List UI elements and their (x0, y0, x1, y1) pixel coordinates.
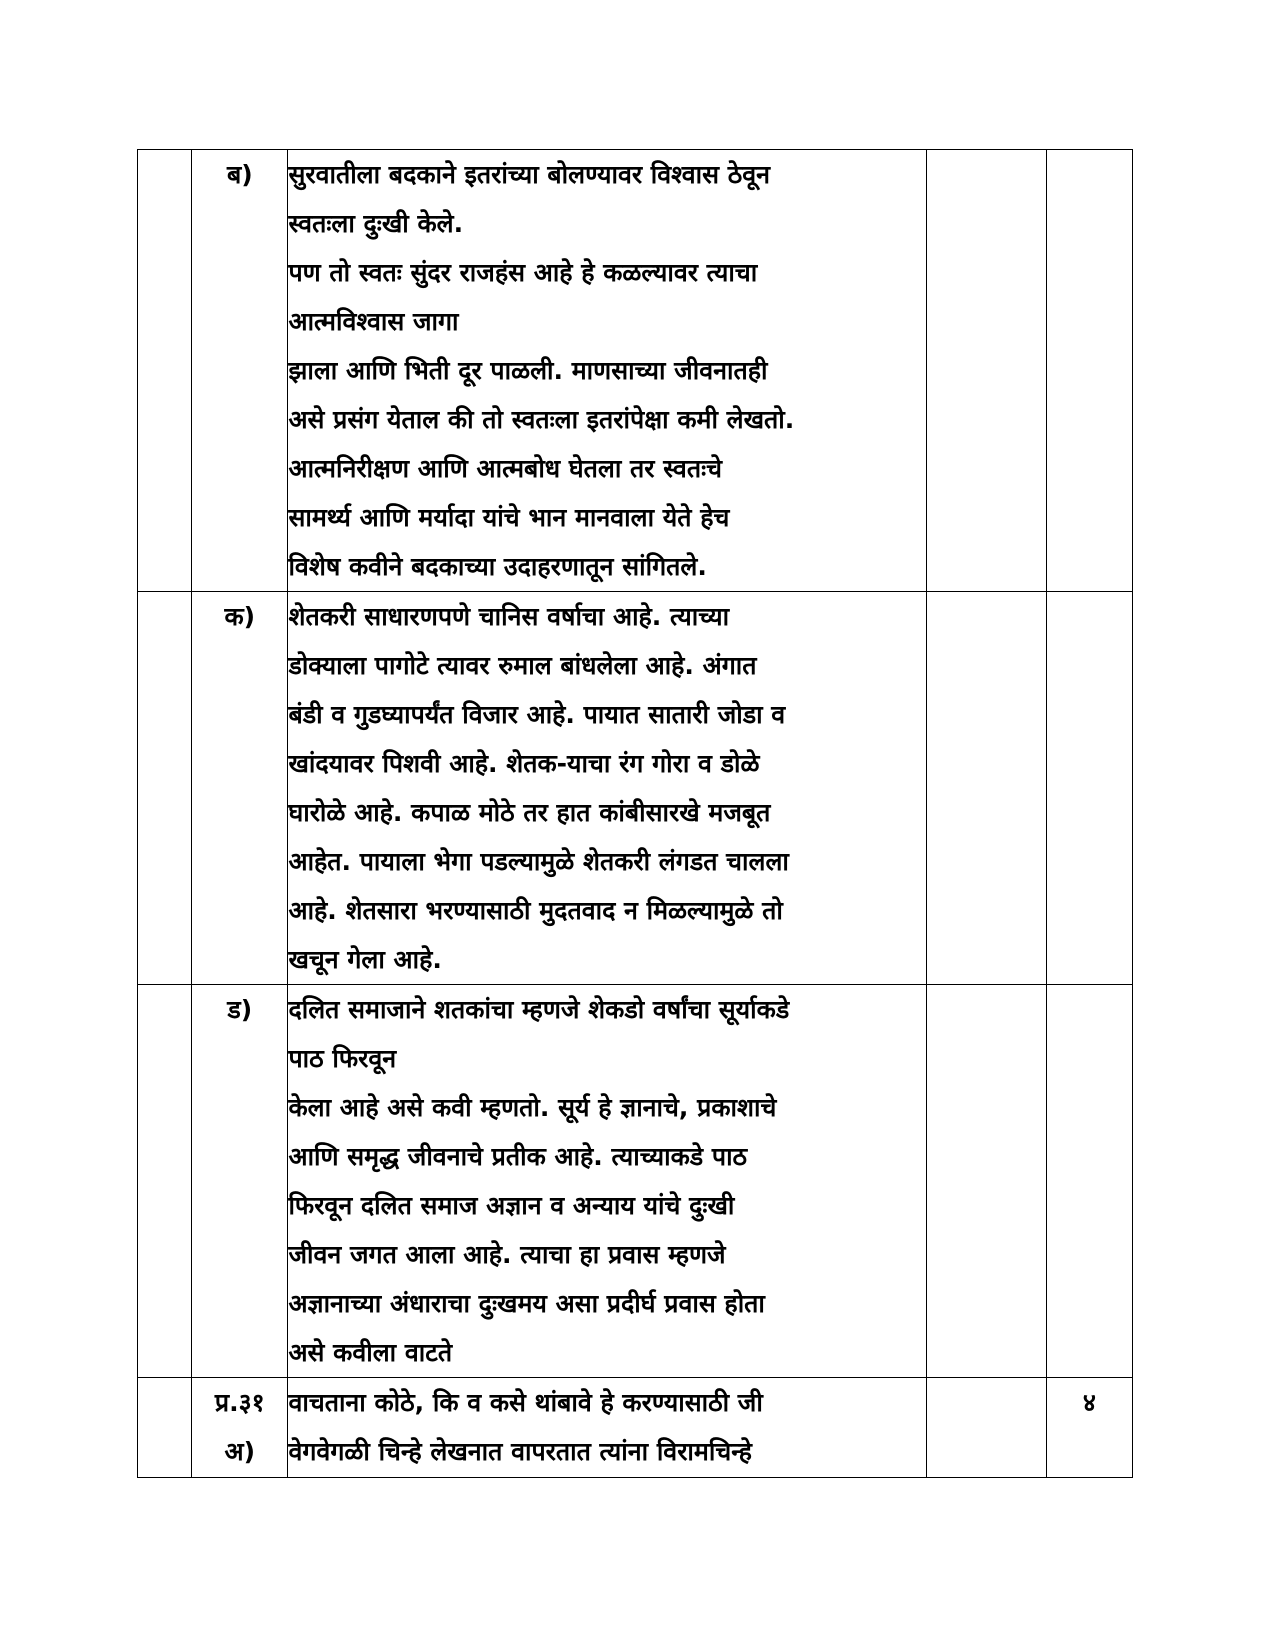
question-number: प्र.३१ (214, 1388, 265, 1417)
answer-line: आहेत. पायाला भेगा पडल्यामुळे शेतकरी लंगडत चालला (288, 847, 789, 876)
answer-text (288, 592, 927, 985)
marks-cell (1046, 985, 1132, 1378)
blank-cell (927, 592, 1046, 985)
marks-cell (1046, 150, 1132, 592)
answer-line: दलित समाजाने शतकांचा म्हणजे शेकडो वर्षांचा सूर्याकडे (288, 995, 790, 1024)
answer-text (288, 1378, 927, 1478)
marks-cell: ४ (1046, 1378, 1132, 1478)
answer-line: फिरवून दलित समाज अज्ञान व अन्याय यांचे दुःखी (288, 1191, 735, 1220)
answer-line: पण तो स्वतः सुंदर राजहंस आहे हे कळल्यावर त्याचा (288, 258, 758, 287)
question-label: ब) (192, 150, 288, 592)
table-row (138, 985, 1133, 1378)
answer-line: अज्ञानाच्या अंधाराचा दुःखमय असा प्रदीर्घ प्रवास होता (288, 1289, 765, 1318)
answer-line: आत्मनिरीक्षण आणि आत्मबोध घेतला तर स्वतःचे (288, 454, 723, 483)
answer-line: शेतकरी साधारणपणे चानिस वर्षाचा आहे. त्याच्या (288, 602, 730, 631)
blank-cell (927, 985, 1046, 1378)
answer-line: डोक्याला पागोटे त्यावर रुमाल बांधलेला आहे. अंगात (288, 651, 757, 680)
answer-line: वेगवेगळी चिन्हे लेखनात वापरतात त्यांना विरामचिन्हे (288, 1437, 752, 1466)
marks-cell (1046, 592, 1132, 985)
answer-line: आणि समृद्ध जीवनाचे प्रतीक आहे. त्याच्याकडे पाठ (288, 1142, 748, 1171)
answer-line: असे कवीला वाटते (288, 1338, 453, 1367)
answer-line: पाठ फिरवून (288, 1044, 397, 1073)
answer-line: सुरवातीला बदकाने इतरांच्या बोलण्यावर विश्वास ठेवून (288, 160, 771, 189)
answer-line: सामर्थ्य आणि मर्यादा यांचे भान मानवाला येते हेच (288, 503, 730, 532)
question-label (192, 1378, 288, 1478)
blank-cell (927, 1378, 1046, 1478)
answer-table (137, 149, 1133, 1478)
blank-cell (138, 592, 192, 985)
blank-cell (138, 1378, 192, 1478)
answer-line: जीवन जगत आला आहे. त्याचा हा प्रवास म्हणजे (288, 1240, 726, 1269)
table-row (138, 150, 1133, 592)
question-label: ड) (192, 985, 288, 1378)
answer-line: झाला आणि भिती दूर पाळली. माणसाच्या जीवनातही (288, 356, 768, 385)
answer-line: घारोळे आहे. कपाळ मोठे तर हात कांबीसारखे मजबूत (288, 798, 771, 827)
answer-line: असे प्रसंग येताल की तो स्वतःला इतरांपेक्षा कमी लेखतो. (288, 405, 795, 434)
table-row (138, 1378, 1133, 1478)
answer-line: बंडी व गुडघ्यापर्यंत विजार आहे. पायात सातारी जोडा व (288, 700, 786, 729)
answer-line: विशेष कवीने बदकाच्या उदाहरणातून सांगितले. (288, 552, 707, 581)
blank-cell (138, 150, 192, 592)
answer-line: आहे. शेतसारा भरण्यासाठी मुदतवाद न मिळल्यामुळे तो (288, 896, 783, 925)
table-row (138, 592, 1133, 985)
answer-line: स्वतःला दुःखी केले. (288, 209, 464, 238)
question-sublabel: अ) (224, 1437, 256, 1466)
question-label: क) (192, 592, 288, 985)
answer-text (288, 985, 927, 1378)
answer-line: खचून गेला आहे. (288, 945, 442, 974)
answer-line: वाचताना कोठे, कि व कसे थांबावे हे करण्यासाठी जी (288, 1388, 763, 1417)
answer-line: आत्मविश्वास जागा (288, 307, 459, 336)
answer-line: खांदयावर पिशवी आहे. शेतक-याचा रंग गोरा व डोळे (288, 749, 760, 778)
answer-text (288, 150, 927, 592)
blank-cell (927, 150, 1046, 592)
blank-cell (138, 985, 192, 1378)
answer-line: केला आहे असे कवी म्हणतो. सूर्य हे ज्ञानाचे, प्रकाशाचे (288, 1093, 777, 1122)
